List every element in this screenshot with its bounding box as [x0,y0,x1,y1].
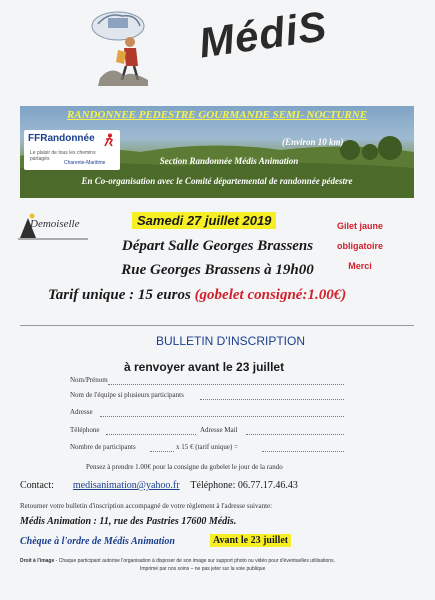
postal-address: Médis Animation : 11, rue des Pastries 17600 Médis. [20,516,237,527]
return-deadline: à renvoyer avant le 23 juillet [124,360,285,374]
image-rights-notice [20,557,420,573]
ffrandonnee-tagline: Le plaisir de tous les chemins partagés [30,150,96,162]
distance-note: (Environ 10 km) [282,137,344,147]
field-label-adresse: Adresse [70,408,93,416]
tarif-line [48,287,346,304]
contact-phone: Téléphone: 06.77.17.46.43 [190,480,298,491]
separator-line [20,325,414,326]
image-rights-text: - Chaque participant autorise l'organisation à disposer de son image sur support photo ou vidéo pour d'éventuelles utilisations. [54,558,335,564]
demoiselle-logo-text: Demoiselle [30,218,80,230]
field-label-email: Adresse Mail [200,426,238,434]
field-label-nombre: Nombre de participants [70,443,136,451]
field-line-telephone[interactable] [106,434,196,435]
field-line-total[interactable] [262,451,344,452]
hiker-logo-illustration [78,4,160,88]
section-name: Section Randonnée Médis Animation [159,156,299,166]
ffrandonnee-logo-text: FFRandonnée [28,133,95,144]
field-label-telephone: Téléphone [70,426,100,434]
field-label-tarif-calc: x 15 € (tarif unique) = [176,443,239,451]
field-line-nom[interactable] [108,384,344,385]
tarif-deposit: (gobelet consigné:1.00€) [194,287,347,303]
tarif-price: Tarif unique : 15 euros [48,287,195,303]
departure-street-time: Rue Georges Brassens à 19h00 [121,262,314,278]
return-instructions: Retourner votre bulletin d'inscription accompagné de votre règlement à l'adresse suivante: [20,502,273,510]
field-line-email[interactable] [246,434,344,435]
gilet-line: Gilet jaune obligatoire [336,221,383,251]
field-line-equipe[interactable] [200,399,344,400]
merci-line: Merci [348,261,372,271]
event-banner [20,106,414,198]
banner-title: RANDONNEE PEDESTRE GOURMANDE SEMI- NOCTURNE [66,109,368,121]
medis-title: MédiS [196,2,330,67]
cheque-instructions: Chèque à l'ordre de Médis Animation [20,536,175,547]
event-date: Samedi 27 juillet 2019 [132,212,276,229]
field-line-adresse[interactable] [100,416,344,417]
image-rights-label: Droit à l'image [20,558,55,564]
printed-note: Imprimé par nos soins – ne pas jeter sur la voie publique [140,566,266,572]
contact-email-link[interactable]: medisanimation@yahoo.fr [72,480,180,491]
departure-venue: Départ Salle Georges Brassens [121,238,314,254]
deadline-badge: Avant le 23 juillet [210,534,291,547]
bulletin-title: BULLETIN D'INSCRIPTION [156,334,305,348]
field-label-equipe: Nom de l'équipe si plusieurs participants [70,391,184,399]
hiker-mark-icon [102,133,116,147]
deposit-reminder: Pensez à prendre 1.00€ pour la consigne du gobelet le jour de la rando [86,463,283,471]
coorganisation-note: En Co-organisation avec le Comité départemental de randonnée pédestre [81,176,353,186]
ffrandonnee-logo [24,130,120,170]
contact-line [20,480,298,491]
field-line-nombre[interactable] [150,451,174,452]
field-label-nom: Nom/Prénom [70,376,108,384]
ffrandonnee-region: Charente-Maritime [64,160,106,166]
contact-label: Contact: [20,480,54,491]
